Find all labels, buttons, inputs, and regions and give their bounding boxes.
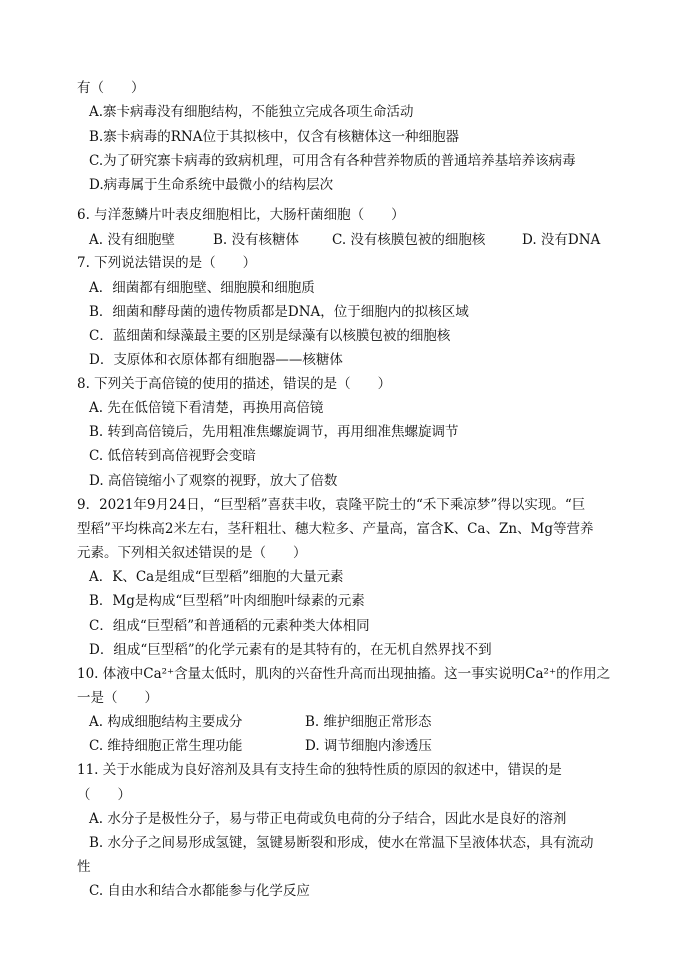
q6-option-d: D. 没有DNA xyxy=(522,232,601,248)
q8-option-d: D. 高倍镜缩小了观察的视野，放大了倍数 xyxy=(89,473,338,489)
q7-option-c: C．蓝细菌和绿藻最主要的区别是绿藻有以核膜包被的细胞核 xyxy=(89,328,451,344)
q11-option-c: C. 自由水和结合水都能参与化学反应 xyxy=(89,883,310,899)
q10-option-c: C. 维持细胞正常生理功能 xyxy=(89,738,243,754)
q6-stem: 6. 与洋葱鳞片叶表皮细胞相比，大肠杆菌细胞（ ） xyxy=(77,207,405,223)
q10-stem-line-2: 一是（ ） xyxy=(77,690,158,706)
q7-option-b: B．细菌和酵母菌的遗传物质都是DNA，位于细胞内的拟核区域 xyxy=(89,304,469,320)
q5-option-a: A.寨卡病毒没有细胞结构，不能独立完成各项生命活动 xyxy=(89,104,414,120)
q5-option-d: D.病毒属于生命系统中最微小的结构层次 xyxy=(89,177,334,193)
q6-option-c: C. 没有核膜包被的细胞核 xyxy=(332,232,486,248)
q9-option-d: D．组成“巨型稻”的化学元素有的是其特有的，在无机自然界找不到 xyxy=(89,642,492,658)
q8-stem: 8. 下列关于高倍镜的使用的描述，错误的是（ ） xyxy=(77,376,392,392)
q7-stem: 7. 下列说法错误的是（ ） xyxy=(77,255,257,271)
q6-option-a: A. 没有细胞壁 xyxy=(89,232,175,248)
q9-option-b: B．Mg是构成“巨型稻”叶肉细胞叶绿素的元素 xyxy=(89,593,365,609)
q5-option-c: C.为了研究寨卡病毒的致病机理，可用含有各种营养物质的普通培养基培养该病毒 xyxy=(89,153,576,169)
q9-stem-line-3: 元素。下列相关叙述错误的是（ ） xyxy=(77,545,307,561)
q11-stem-line-1: 11. 关于水能成为良好溶剂及具有支持生命的独特性质的原因的叙述中，错误的是 xyxy=(77,762,562,778)
q7-option-d: D．支原体和衣原体都有细胞器——核糖体 xyxy=(89,352,343,368)
q10-option-a: A. 构成细胞结构主要成分 xyxy=(89,714,243,730)
q8-option-b: B. 转到高倍镜后，先用粗准焦螺旋调节，再用细准焦螺旋调节 xyxy=(89,424,459,440)
q10-stem-line-1: 10. 体液中Ca²⁺含量太低时，肌肉的兴奋性升高而出现抽搐。这一事实说明Ca²⁺的作用之 xyxy=(77,666,611,682)
q9-option-c: C．组成“巨型稻”和普通稻的元素种类大体相同 xyxy=(89,618,370,634)
q6-option-b: B. 没有核糖体 xyxy=(213,232,300,248)
q11-option-b-cont: 性 xyxy=(77,859,91,875)
q5-stem-tail: 有（ ） xyxy=(77,80,145,96)
q5-option-b: B.寨卡病毒的RNA位于其拟核中，仅含有核糖体这一种细胞器 xyxy=(89,129,459,145)
q11-stem-line-2: （ ） xyxy=(77,787,131,803)
q9-stem-line-2: 型稻”平均株高2米左右，茎秆粗壮、穗大粒多、产量高，富含K、Ca、Zn、Mg等营养 xyxy=(77,521,594,537)
q11-option-a: A. 水分子是极性分子，易与带正电荷或负电荷的分子结合，因此水是良好的溶剂 xyxy=(89,811,567,827)
q10-option-d: D. 调节细胞内渗透压 xyxy=(305,738,432,754)
q7-option-a: A．细菌都有细胞壁、细胞膜和细胞质 xyxy=(89,280,315,296)
q8-option-c: C. 低倍转到高倍视野会变暗 xyxy=(89,448,256,464)
q9-option-a: A．K、Ca是组成“巨型稻”细胞的大量元素 xyxy=(89,569,344,585)
q8-option-a: A. 先在低倍镜下看清楚，再换用高倍镜 xyxy=(89,400,324,416)
q9-stem-line-1: 9．2021年9月24日，“巨型稻”喜获丰收，袁隆平院士的“禾下乘凉梦”得以实现。“巨 xyxy=(77,497,586,513)
q11-option-b: B. 水分子之间易形成氢键，氢键易断裂和形成，使水在常温下呈液体状态，具有流动 xyxy=(89,835,594,851)
q10-option-b: B. 维护细胞正常形态 xyxy=(305,714,432,730)
